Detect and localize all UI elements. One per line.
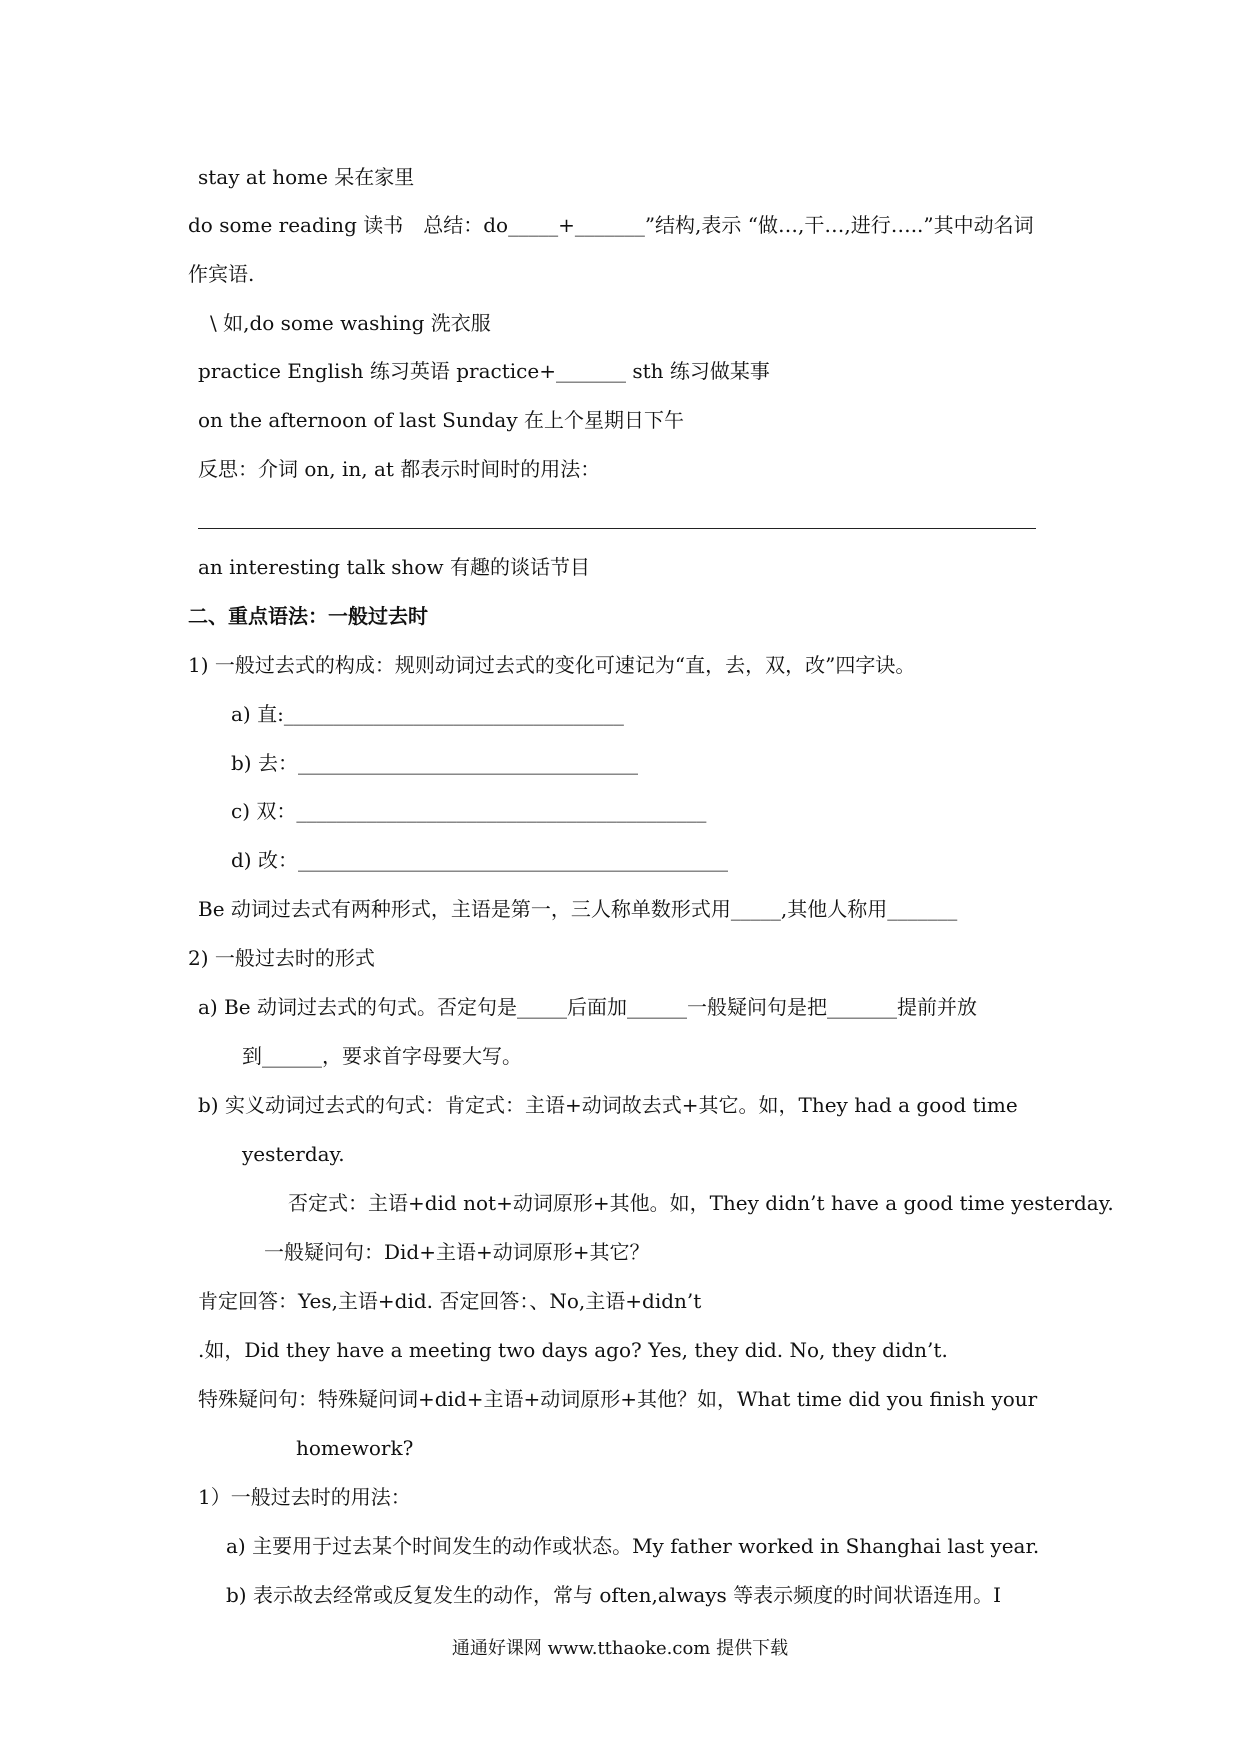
text-line-5: practice English 练习英语 practice+_______ sth 练习做某事 (198, 359, 770, 383)
text-line-23: .如，Did they have a meeting two days ago? Yes, they did. No, they didn’t. (198, 1338, 948, 1362)
text-line-11: b) 去：__________________________________ (231, 751, 638, 775)
text-line-1: stay at home 呆在家里 (198, 165, 415, 189)
text-line-28: b) 表示故去经常或反复发生的动作，常与 often,always 等表示频度的时间状语连用。I (226, 1583, 1002, 1607)
text-line-14: Be 动词过去式有两种形式，主语是第一，三人称单数形式用_____,其他人称用_______ (198, 897, 958, 921)
text-line-24: 特殊疑问句：特殊疑问词+did+主语+动词原形+其他？如，What time did you finish your (198, 1387, 1038, 1411)
text-line-16: a) Be 动词过去式的句式。否定句是_____后面加______一般疑问句是把_______提前并放 (198, 995, 977, 1019)
text-line-27: a) 主要用于过去某个时间发生的动作或状态。My father worked in Shanghai last year. (226, 1534, 1040, 1558)
text-line-2: do some reading 读书 总结：do_____+_______”结构,表示 “做…,干…,进行…..”其中动名词 (188, 213, 1034, 237)
text-line-4: \ 如,do some washing 洗衣服 (210, 311, 491, 335)
text-line-19: yesterday. (242, 1142, 345, 1166)
text-line-9: 1) 一般过去式的构成：规则动词过去式的变化可速记为“直，去，双，改”四字诀。 (188, 653, 916, 677)
text-line-10: a) 直:__________________________________ (231, 702, 624, 726)
text-line-20: 否定式：主语+did not+动词原形+其他。如，They didn’t have a good time yesterday. (288, 1191, 1114, 1215)
text-line-13: d) 改：___________________________________________ (231, 848, 728, 872)
text-line-21: 一般疑问句：Did+主语+动词原形+其它？ (264, 1240, 650, 1264)
text-line-8: an interesting talk show 有趣的谈话节目 (198, 555, 590, 579)
text-line-15: 2) 一般过去时的形式 (188, 946, 375, 970)
section-heading: 二、重点语法：一般过去时 (188, 604, 428, 628)
text-line-17: 到______，要求首字母要大写。 (242, 1044, 522, 1068)
text-line-22: 肯定回答：Yes,主语+did. 否定回答：、No,主语+didn’t (198, 1289, 702, 1313)
text-line-26: 1）一般过去时的用法： (198, 1485, 411, 1509)
text-line-7: 反思：介词 on, in, at 都表示时间时的用法： (198, 457, 601, 481)
text-line-18: b) 实义动词过去式的句式：肯定式：主语+动词故去式+其它。如，They had a good time (198, 1093, 1018, 1117)
text-line-12: c) 双：_________________________________________ (231, 799, 707, 823)
page-footer: 通通好课网 www.tthaoke.com 提供下载 (451, 1638, 789, 1659)
text-line-25: homework? (296, 1436, 414, 1460)
blank-rule (198, 528, 1036, 529)
text-line-3: 作宾语. (188, 262, 255, 286)
text-line-6: on the afternoon of last Sunday 在上个星期日下午 (198, 408, 684, 432)
